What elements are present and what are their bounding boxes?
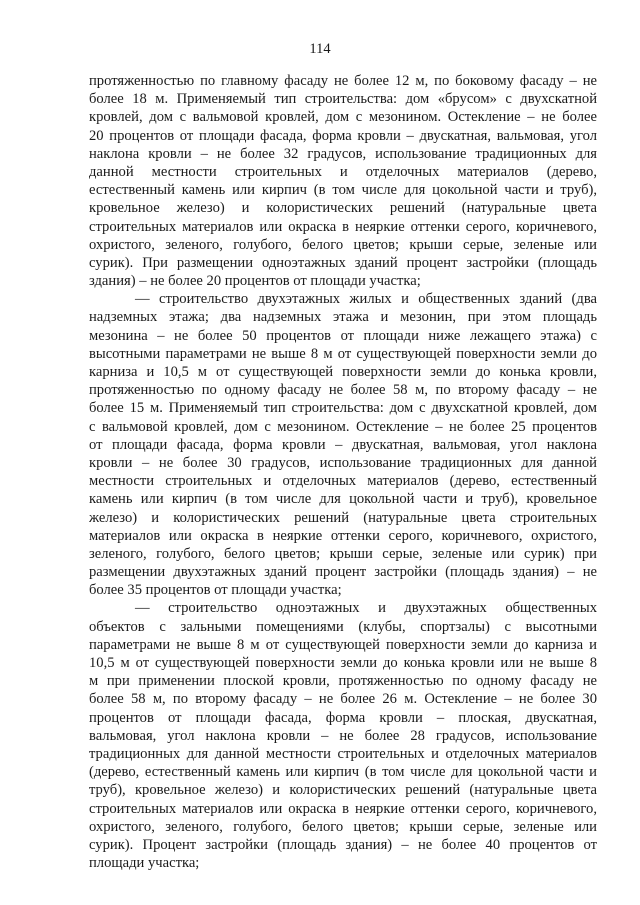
text-line: с вальмовой кровлей, дом с мезонином. Остекление – не более 25 процентов	[89, 418, 597, 435]
text-line: (дерево, естественный камень или кирпич (в том числе для цокольной части и	[89, 764, 597, 781]
text-line: более 18 м. Применяемый тип строительства: дом «брусом» с двухскатной	[89, 91, 597, 108]
text-line: более 35 процентов от площади участка;	[89, 582, 342, 599]
text-line: строительных материалов или окраска в неяркие оттенки серого, коричневого,	[89, 218, 597, 235]
document-body	[89, 72, 597, 872]
text-line: наклона кровли – не более 32 градусов, использование традиционных для	[89, 145, 597, 162]
text-line: материалов или окраска в неяркие оттенки серого, коричневого, охристого,	[89, 527, 597, 544]
text-line: 20 процентов от площади фасада, форма кровли – двускатная, вальмовая, угол	[89, 127, 597, 144]
list-item-first-line: — строительство одноэтажных и двухэтажных общественных	[135, 600, 597, 617]
text-line: процентов от площади фасада, форма кровли – плоская, двускатная,	[89, 709, 597, 726]
text-line: объектов с зальными помещениями (клубы, спортзалы) с высотными	[89, 618, 597, 635]
text-line: протяженностью по главному фасаду не более 12 м, по боковому фасаду – не	[89, 73, 597, 89]
text-line: кровли – не более 30 градусов, использование традиционных для данной	[89, 454, 597, 471]
text-line: карниза и 10,5 м от существующей поверхности земли до конька кровли,	[89, 364, 597, 380]
text-line: камень или кирпич (в том числе для цокольной части и труб), кровельное	[89, 491, 597, 508]
text-line: естественный камень или кирпич (в том числе для цокольной части и труб),	[89, 182, 597, 199]
text-line: параметрами не выше 8 м от существующей поверхности земли до карниза и	[89, 636, 597, 653]
text-line: зеленого, голубого, белого цветов; крыши серые, зеленые или сурик) при	[89, 545, 597, 562]
text-line: местности строительных и отделочных материалов (дерево, естественный	[89, 473, 597, 490]
text-line: кровлей, дом с вальмовой кровлей, дом с мезонином. Остекление – не более	[89, 109, 597, 126]
text-line: строительных материалов или окраска в неяркие оттенки серого, коричневого,	[89, 800, 597, 817]
text-line: более 58 м, по второму фасаду – не более 26 м. Остекление – не более 30	[89, 691, 597, 708]
text-line: железо) и колористических решений (натуральные цвета строительных	[89, 509, 597, 526]
text-line: более 15 м. Применяемый тип строительства: дом с двухскатной кровлей, дом	[89, 400, 597, 417]
text-line: труб), кровельное железо) и колористических решений (натуральные цвета	[89, 782, 597, 799]
text-line: охристого, зеленого, голубого, белого цветов; крыши серые, зеленые или	[89, 818, 597, 835]
text-line: протяженностью по одному фасаду не более 58 м, по второму фасаду – не	[89, 382, 597, 399]
text-line: надземных этажа; два надземных этажа и мезонин, при этом площадь	[89, 309, 597, 326]
list-item-first-line: — строительство двухэтажных жилых и общественных зданий (два	[135, 291, 597, 308]
text-line: м при применении плоской кровли, протяженностью по одному фасаду не	[89, 673, 597, 690]
text-line: мезонина – не более 50 процентов от площади ниже лежащего этажа) с	[89, 327, 597, 344]
text-line: здания) – не более 20 процентов от площади участка;	[89, 273, 421, 290]
text-line: площади участка;	[89, 855, 200, 872]
text-line: от площади фасада, форма кровли – двускатная, вальмовая, угол наклона	[89, 436, 597, 453]
text-line: традиционных для данной местности строительных и отделочных материалов	[89, 745, 597, 762]
text-line: вальмовая, угол наклона кровли – не более 28 градусов, использование	[89, 727, 597, 744]
text-line: 10,5 м от существующей поверхности земли до конька кровли или не выше 8	[89, 655, 597, 671]
text-line: размещении двухэтажных зданий процент застройки (площадь здания) – не	[89, 564, 597, 581]
text-line: охристого, зеленого, голубого, белого цветов; крыши серые, зеленые или	[89, 236, 597, 253]
text-line: данной местности строительных и отделочных материалов (дерево,	[89, 163, 597, 180]
page-number: 114	[309, 41, 331, 57]
text-line: сурик). При размещении одноэтажных зданий процент застройки (площадь	[89, 254, 597, 271]
text-line: кровельное железо) и колористических решений (натуральные цвета	[89, 200, 597, 217]
text-line: сурик). Процент застройки (площадь здания) – не более 40 процентов от	[89, 836, 597, 853]
text-line: высотными параметрами не выше 8 м от существующей поверхности земли до	[89, 345, 597, 362]
